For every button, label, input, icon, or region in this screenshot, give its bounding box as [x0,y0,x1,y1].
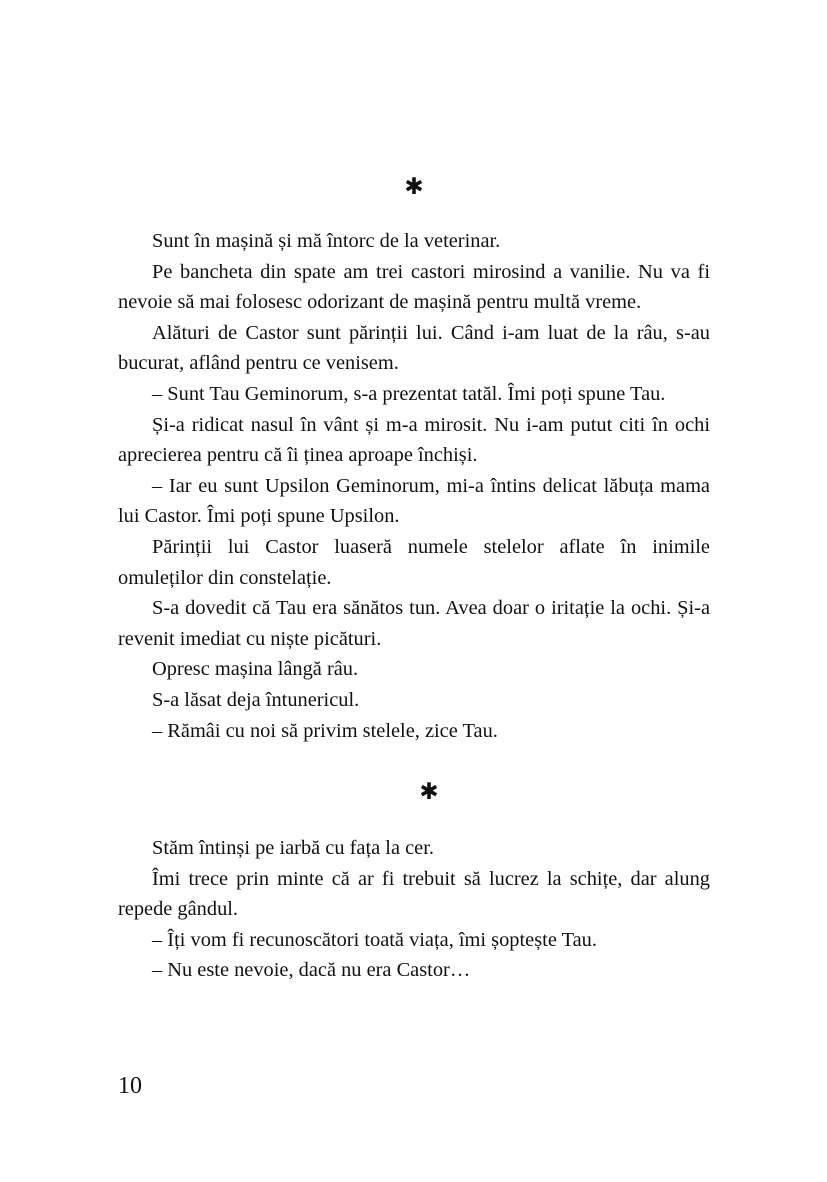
section-separator-top: ✱ [404,174,424,199]
paragraph: Opresc mașina lângă râu. [152,658,359,681]
paragraph: Pe bancheta din spate am trei castori mirosind a vanilie. Nu va fi nevoie să mai folosesc odorizant de mașină pentru multă vreme. [118,260,710,314]
paragraph: Îmi trece prin minte că ar fi trebuit să lucrez la schițe, dar alung repede gândul. [118,867,710,921]
section-one-text [118,226,710,746]
page-content [118,175,710,986]
paragraph: Și-a ridicat nasul în vânt și m-a mirosit. Nu i-am putut citi în ochi aprecierea pentru că îi ținea aproape închiși. [118,413,710,467]
paragraph: Alături de Castor sunt părinții lui. Când i-am luat de la râu, s-au bucurat, aflând pentru ce venisem. [118,321,710,375]
section-two-text [118,833,710,986]
paragraph: – Nu este nevoie, dacă nu era Castor… [152,959,471,982]
paragraph: S-a lăsat deja întunericul. [152,688,360,711]
paragraph: Părinții lui Castor luaseră numele stelelor aflate în inimile omuleților din constelație. [118,535,710,589]
paragraph: – Sunt Tau Geminorum, s-a prezentat tatăl. Îmi poți spune Tau. [152,382,666,405]
page-number: 10 [118,1073,142,1099]
paragraph: S-a dovedit că Tau era sănătos tun. Avea doar o iritație la ochi. Și-a revenit imediat cu niște picături. [118,597,710,650]
paragraph: Stăm întinși pe iarbă cu fața la cer. [152,837,434,860]
paragraph: – Îți vom fi recunoscători toată viața, îmi șoptește Tau. [152,928,597,951]
paragraph: – Rămâi cu noi să privim stelele, zice Tau. [152,719,498,742]
section-separator-middle: ✱ [419,779,439,805]
paragraph: Sunt în mașină și mă întorc de la veterinar. [152,230,501,252]
paragraph: – Iar eu sunt Upsilon Geminorum, mi-a întins delicat lăbuța mama lui Castor. Îmi poți spune Upsilon. [118,474,710,528]
